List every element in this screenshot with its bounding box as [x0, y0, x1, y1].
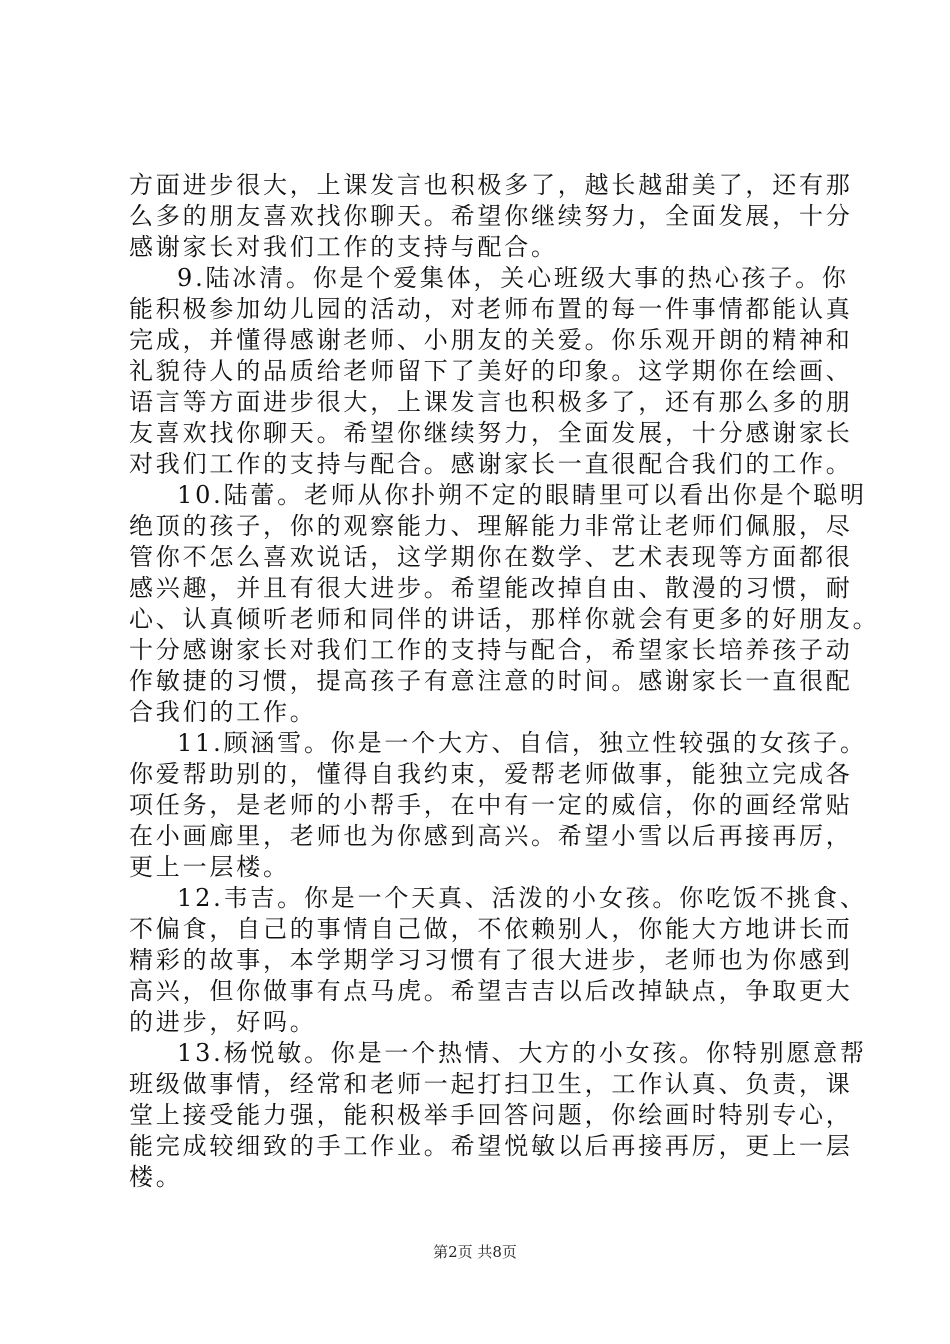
text-line: 能完成较细致的手工作业。希望悦敏以后再接再厉，更上一层 — [129, 1132, 853, 1160]
paragraph-first-line: 11.顾涵雪。你是一个大方、自信，独立性较强的女孩子。 — [177, 729, 867, 757]
text-line: 项任务，是老师的小帮手，在中有一定的威信，你的画经常贴 — [129, 791, 853, 819]
paragraph-first-line: 9.陆冰清。你是个爱集体，关心班级大事的热心孩子。你 — [177, 264, 849, 292]
text-line: 班级做事情，经常和老师一起打扫卫生，工作认真、负责，课 — [129, 1070, 853, 1098]
text-line: 管你不怎么喜欢说话，这学期你在数学、艺术表现等方面都很 — [129, 543, 853, 571]
text-line: 能积极参加幼儿园的活动，对老师布置的每一件事情都能认真 — [129, 295, 853, 323]
text-line: 精彩的故事，本学期学习习惯有了很大进步，老师也为你感到 — [129, 946, 853, 974]
text-line: 感兴趣，并且有很大进步。希望能改掉自由、散漫的习惯，耐 — [129, 574, 853, 602]
paragraph-first-line: 10.陆蕾。老师从你扑朔不定的眼睛里可以看出你是个聪明 — [177, 481, 867, 509]
text-line: 对我们工作的支持与配合。感谢家长一直很配合我们的工作。 — [129, 450, 853, 478]
text-line: 高兴，但你做事有点马虎。希望吉吉以后改掉缺点，争取更大 — [129, 977, 853, 1005]
text-line: 方面进步很大，上课发言也积极多了，越长越甜美了，还有那 — [129, 171, 853, 199]
text-line: 在小画廊里，老师也为你感到高兴。希望小雪以后再接再厉， — [129, 822, 853, 850]
page-footer: 第2页 共8页 — [433, 1243, 517, 1261]
text-line: 的进步，好吗。 — [129, 1008, 317, 1036]
text-line: 感谢家长对我们工作的支持与配合。 — [129, 233, 558, 261]
text-line: 完成，并懂得感谢老师、小朋友的关爱。你乐观开朗的精神和 — [129, 326, 853, 354]
text-line: 友喜欢找你聊天。希望你继续努力，全面发展，十分感谢家长 — [129, 419, 853, 447]
text-line: 堂上接受能力强，能积极举手回答问题，你绘画时特别专心， — [129, 1101, 853, 1129]
document-body — [129, 170, 880, 1193]
text-line: 礼貌待人的品质给老师留下了美好的印象。这学期你在绘画、 — [129, 357, 853, 385]
text-line: 十分感谢家长对我们工作的支持与配合，希望家长培养孩子动 — [129, 636, 853, 664]
text-line: 不偏食，自己的事情自己做，不依赖别人，你能大方地讲长而 — [129, 915, 853, 943]
text-line: 楼。 — [129, 1163, 183, 1191]
text-line: 心、认真倾听老师和同伴的讲话，那样你就会有更多的好朋友。 — [129, 605, 880, 633]
paragraph-first-line: 12.韦吉。你是一个天真、活泼的小女孩。你吃饭不挑食、 — [177, 884, 867, 912]
text-line: 么多的朋友喜欢找你聊天。希望你继续努力，全面发展，十分 — [129, 202, 853, 230]
paragraph-first-line: 13.杨悦敏。你是一个热情、大方的小女孩。你特别愿意帮 — [177, 1039, 867, 1067]
text-line: 合我们的工作。 — [129, 698, 317, 726]
text-line: 作敏捷的习惯，提高孩子有意注意的时间。感谢家长一直很配 — [129, 667, 853, 695]
text-line: 你爱帮助别的，懂得自我约束，爱帮老师做事，能独立完成各 — [129, 760, 853, 788]
text-line: 语言等方面进步很大，上课发言也积极多了，还有那么多的朋 — [129, 388, 853, 416]
text-line: 更上一层楼。 — [129, 853, 290, 881]
text-line: 绝顶的孩子，你的观察能力、理解能力非常让老师们佩服，尽 — [129, 512, 853, 540]
